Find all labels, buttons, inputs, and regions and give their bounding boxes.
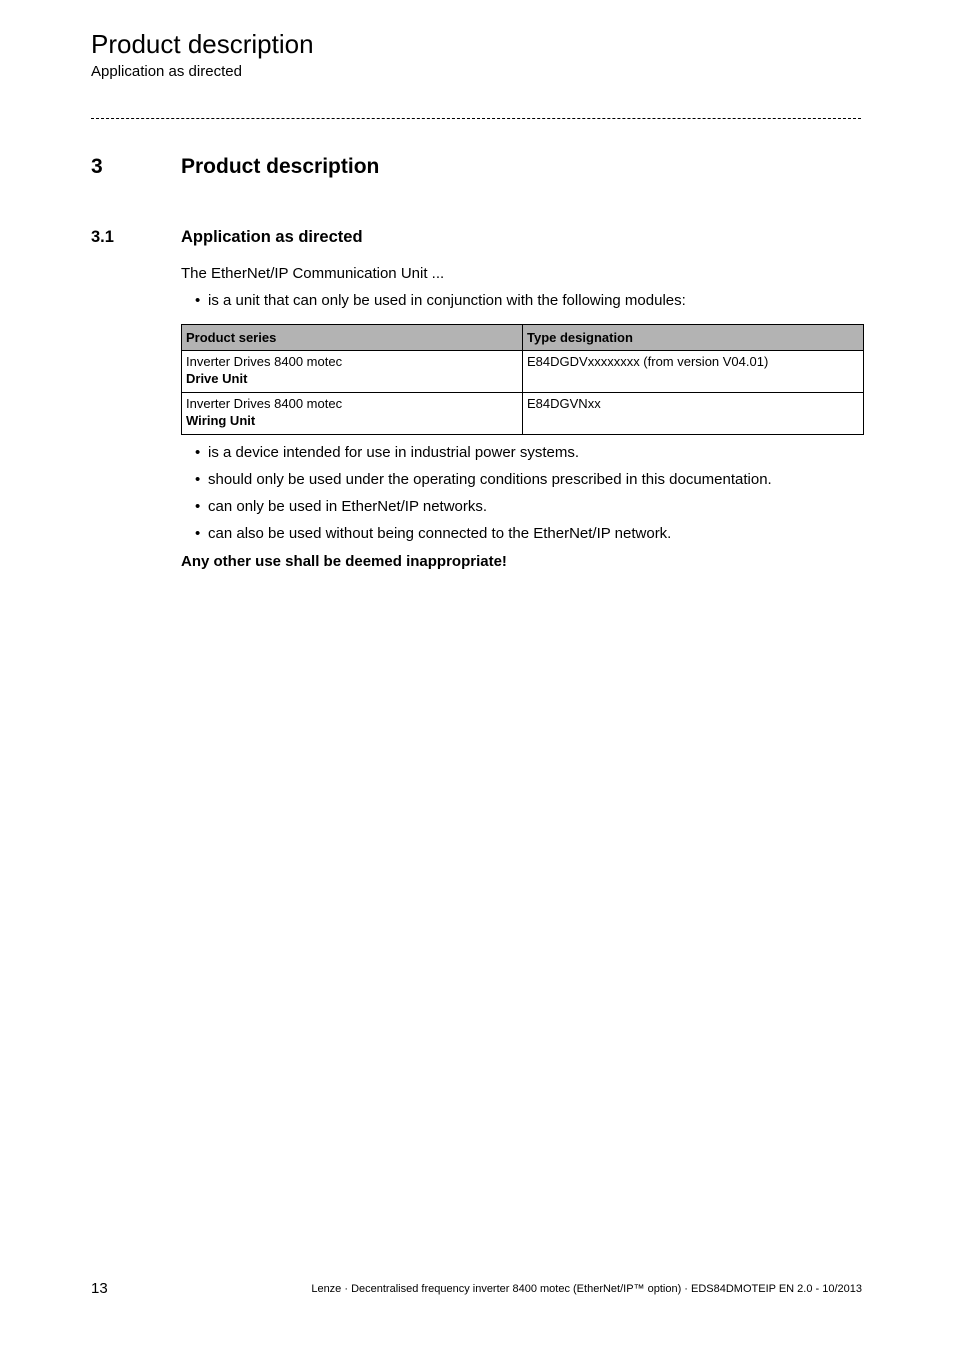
table-row (182, 393, 864, 435)
intro-text: The EtherNet/IP Communication Unit ... (181, 265, 445, 282)
product-unit-name: Wiring Unit (186, 413, 256, 428)
column-header-type-designation: Type designation (523, 325, 864, 351)
table-cell-product-series (182, 393, 523, 435)
bullet-item: can also be used without being connected to the EtherNet/IP network. (208, 525, 672, 542)
bullet-marker: • (195, 525, 201, 542)
bullet-marker: • (195, 292, 201, 309)
table-cell-product-series (182, 351, 523, 393)
bullet-item: should only be used under the operating conditions prescribed in this documentation. (208, 471, 772, 488)
page-header-title: Product description (91, 29, 314, 59)
bullet-marker: • (195, 471, 201, 488)
page-header-subtitle: Application as directed (91, 63, 242, 80)
table-cell-type-designation: E84DGVNxx (523, 393, 864, 435)
bullet-item: is a unit that can only be used in conjunction with the following modules: (208, 292, 686, 309)
product-unit-name: Drive Unit (186, 371, 248, 386)
bullet-marker: • (195, 498, 201, 515)
page-number: 13 (91, 1280, 108, 1297)
modules-table (181, 324, 864, 435)
column-header-product-series: Product series (182, 325, 523, 351)
section-number: 3.1 (91, 228, 114, 246)
bullet-item: is a device intended for use in industrial power systems. (208, 444, 580, 461)
closing-note: Any other use shall be deemed inappropriate! (181, 553, 507, 570)
table-header-row (182, 325, 864, 351)
header-divider (91, 118, 861, 119)
footer-document-info: Lenze · Decentralised frequency inverter 8400 motec (EtherNet/IP™ option) · EDS84DMOTEIP EN 2.0 - 10/2013 (311, 1283, 862, 1295)
chapter-title: Product description (181, 155, 380, 178)
bullet-item: can only be used in EtherNet/IP networks. (208, 498, 488, 515)
table-cell-type-designation: E84DGDVxxxxxxxx (from version V04.01) (523, 351, 864, 393)
section-title: Application as directed (181, 228, 363, 246)
product-series-name: Inverter Drives 8400 motec (186, 396, 343, 411)
table-row (182, 351, 864, 393)
bullet-marker: • (195, 444, 201, 461)
chapter-number: 3 (91, 155, 103, 178)
product-series-name: Inverter Drives 8400 motec (186, 354, 343, 369)
